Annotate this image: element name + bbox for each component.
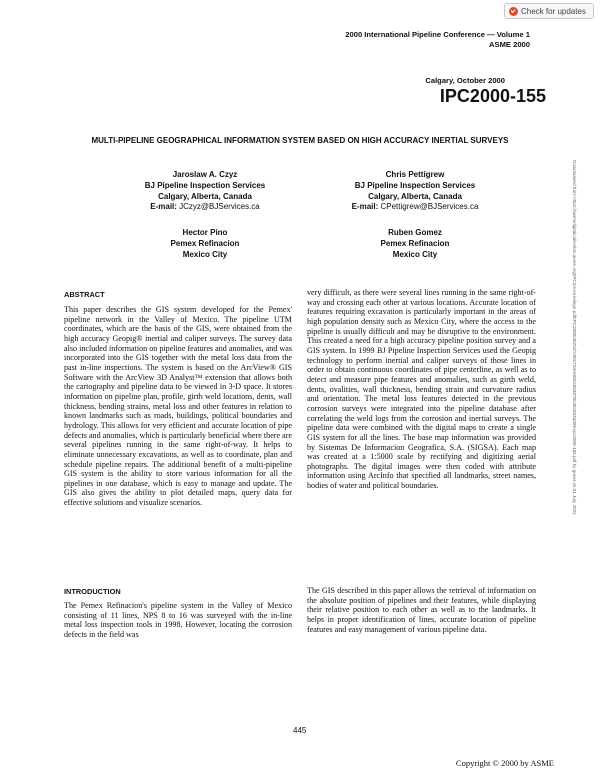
author-location: Calgary, Alberta, Canada xyxy=(158,191,252,201)
body-paragraph-1: very difficult, as there were several lines running in the same right-of-way and crossing each other at various locations. Accurate location of features requiring excavation is particularly important in the areas of high population density such as Mexico City, where the access to the pipeline is usually difficult and may be disruptive to the environment. This created a need for a high accuracy pipeline position survey and a GIS system. In 1999 BJ Pipeline Inspection Services used the Geopig technology to perform inertial and caliper surveys of those lines in order to obtain continuous coordinates of pipe centerline, as well as to detect and measure pipe features and anomalies, such as girth weld, dents, ovalities, wall thickness, bending strain and curvature radius and orientation. The metal loss features detected in the previous corrosion surveys were integrated into the pipeline database after correlating the weld logs from the corrosion and inertial surveys. The pipeline data were combined with the digital maps to create a single GIS system for all the lines. The base map information was provided by Sistemas De Informacion Geografica, S.A. (SIGSA). Each map was created at a 1:5000 scale by rectifying and digitizing aerial photographs. The digital images were then coded with attribute information using ArcInfo that specified all landmarks, street names, bodies of water and political boundaries. xyxy=(307,288,536,491)
location-date: Calgary, October 2000 xyxy=(425,76,505,85)
download-note xyxy=(567,160,579,660)
conference-name: 2000 International Pipeline Conference — Volume 1 xyxy=(345,30,530,39)
email-label: E-mail: xyxy=(351,202,379,212)
author-email: CPettigrew@BJServices.ca xyxy=(380,202,479,212)
author-email-line xyxy=(315,202,515,213)
introduction-text: The Pemex Refinacion's pipeline system in the Valley of Mexico consisting of 11 lines, NPS 8 to 16 was surveyed with the in-line metal loss inspection tools in 1998. However, locating the corrosion defects in the field was xyxy=(64,601,292,639)
author-org: Pemex Refinacion xyxy=(380,238,450,248)
abstract-heading: ABSTRACT xyxy=(64,290,105,299)
check-for-updates-label: Check for updates xyxy=(521,6,586,16)
page-number: 445 xyxy=(293,726,307,735)
email-label: E-mail: xyxy=(150,202,177,212)
author-org: BJ Pipeline Inspection Services xyxy=(354,180,476,190)
author-email-line xyxy=(105,202,305,213)
author-org: BJ Pipeline Inspection Services xyxy=(144,180,266,190)
download-note-text: Downloaded from https://asmedigitalcollection.asme.org/IPC/proceedings-pdf/IPC2000/40252/V001T04A006/2504878/v001t04a006-ipc2000-155.pdf by guest on 01 July 2022 xyxy=(572,160,577,515)
abstract-text: This paper describes the GIS system developed for the Pemex' pipeline network in the Valley of Mexico. The pipeline UTM coordinates, which are the basis of the GIS, were obtained from the high accuracy Geopig® inertial and caliper surveys. The survey data also included information on pipeline features and anomalies, and was incorporated into the GIS together with the metal loss data from the past in-line inspections. The system is based on the ArcView® GIS Software with the ArcView 3D Analyst™ extension that allows both the cartography and pipeline data to be viewed in 3-D space. It stores information on pipeline plan, profile, girth weld locations, dents, wall thickness, bending strains, metal loss and other features in relation to known landmarks such as roads, buildings, political boundaries and hydrology. This allows for very efficient and accurate location of pipe defects and anomalies, which is particularly beneficial where there are several pipelines running in the same right-of-way. It helps to eliminate unnecessary excavations, as well as to coordinate, plan and schedule pipeline repairs. The additional benefit of a multi-pipeline GIS system is the ability to store various information for all the pipelines in one database, which is easy to manage and update. The GIS also gives the ability to plot detailed maps, query data for effective solutions and visualize scenarios. xyxy=(64,305,292,508)
author-org: Pemex Refinacion xyxy=(170,238,240,248)
introduction-heading: INTRODUCTION xyxy=(64,587,121,596)
author-location: Mexico City xyxy=(182,249,228,259)
author-name: Chris Pettigrew xyxy=(385,170,445,179)
conference-header xyxy=(345,30,530,50)
paper-number: IPC2000-155 xyxy=(439,86,546,106)
author-name: Ruben Gomez xyxy=(388,228,442,237)
copyright: Copyright © 2000 by ASME xyxy=(455,758,554,768)
body-paragraph-2: The GIS described in this paper allows the retrieval of information on the absolute position of pipelines and their features, while displaying their relative position to each other as well as to the landmarks. It helps in proper identification of lines, accurate location of pipeline features and easy management of various pipeline data. xyxy=(307,586,536,634)
check-icon xyxy=(509,7,518,16)
author-block-3 xyxy=(105,228,305,260)
author-name: Jaroslaw A. Czyz xyxy=(172,170,238,179)
publisher: ASME 2000 xyxy=(489,40,530,49)
author-location: Mexico City xyxy=(392,249,438,259)
check-for-updates-badge[interactable] xyxy=(504,3,594,19)
author-block-1 xyxy=(105,170,305,213)
author-block-2 xyxy=(315,170,515,213)
paper-title: MULTI-PIPELINE GEOGRAPHICAL INFORMATION SYSTEM BASED ON HIGH ACCURACY INERTIAL SURVEYS xyxy=(91,136,509,145)
author-name: Hector Pino xyxy=(182,228,228,237)
author-email: JCzyz@BJServices.ca xyxy=(179,202,260,212)
author-location: Calgary, Alberta, Canada xyxy=(368,191,462,201)
author-block-4 xyxy=(315,228,515,260)
